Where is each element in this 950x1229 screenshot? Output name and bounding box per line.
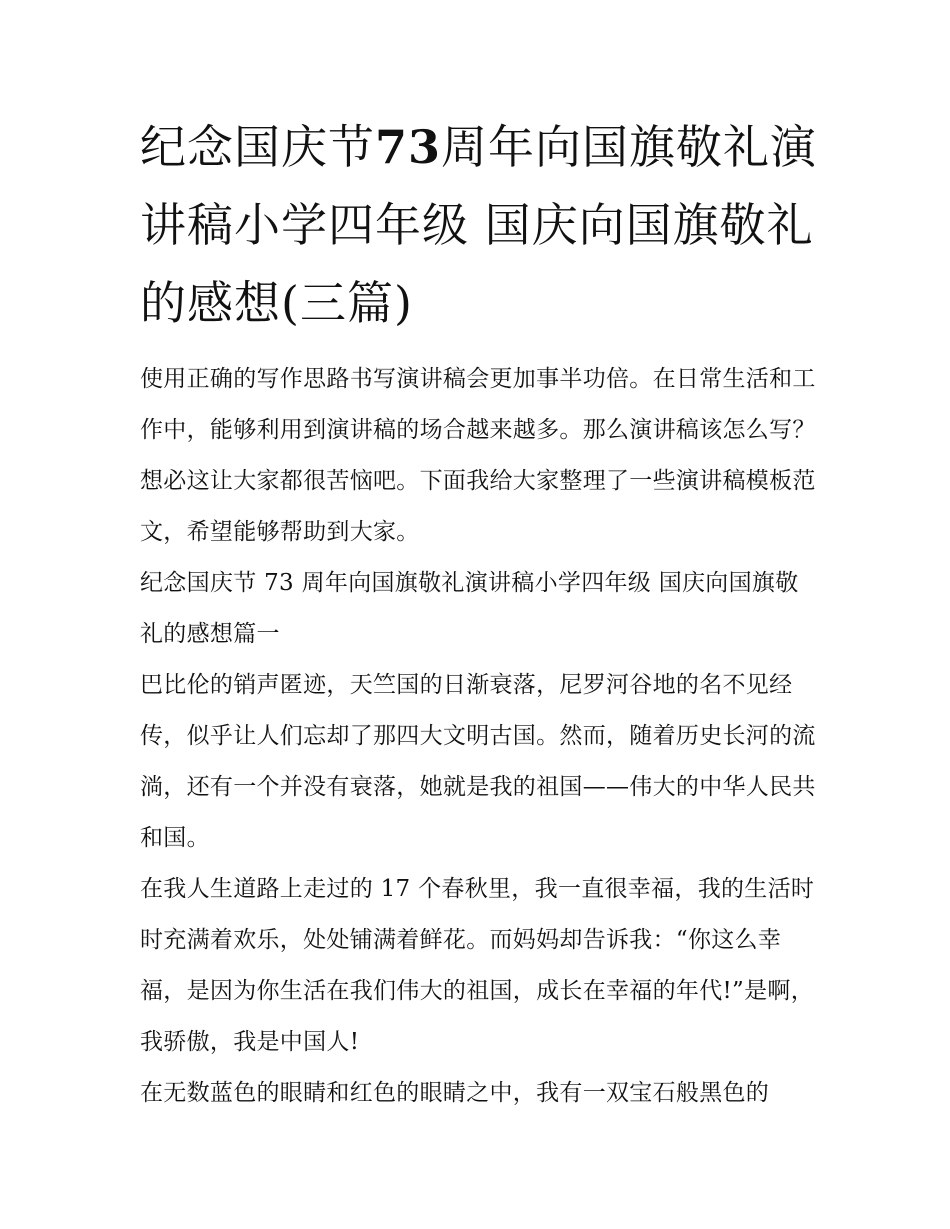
body-paragraph: 在无数蓝色的眼睛和红色的眼睛之中，我有一双宝石般黑色的: [140, 1080, 770, 1106]
body-paragraph: 在我人生道路上走过的 17 个春秋里，我一直很幸福，我的生活时时充满着欢乐，处处铺满着鲜花。而妈妈却告诉我：“你这么幸福，是因为你生活在我们伟大的祖国，成长在幸福的年代!”是啊，我骄傲，我是中国人!: [140, 876, 815, 1055]
document-page: [140, 108, 820, 1119]
title-number: 73: [375, 120, 442, 174]
title-part-1: 纪念国庆节: [140, 120, 375, 174]
title-part-2: 周年向国旗敬礼演讲稿小学四年级 国庆向国旗敬礼的感想(三篇): [140, 120, 818, 330]
intro-paragraph: 使用正确的写作思路书写演讲稿会更加事半功倍。在日常生活和工作中，能够利用到演讲稿的场合越来越多。那么演讲稿该怎么写？想必这让大家都很苦恼吧。下面我给大家整理了一些演讲稿模板范文，希望能够帮助到大家。: [140, 366, 816, 545]
section-heading: 纪念国庆节 73 周年向国旗敬礼演讲稿小学四年级 国庆向国旗敬礼的感想篇一: [140, 570, 799, 647]
document-title: [140, 108, 820, 342]
body-paragraph: 巴比伦的销声匿迹，天竺国的日渐衰落，尼罗河谷地的名不见经传，似乎让人们忘却了那四大文明古国。然而，随着历史长河的流淌，还有一个并没有衰落，她就是我的祖国——伟大的中华人民共和国。: [140, 672, 816, 851]
